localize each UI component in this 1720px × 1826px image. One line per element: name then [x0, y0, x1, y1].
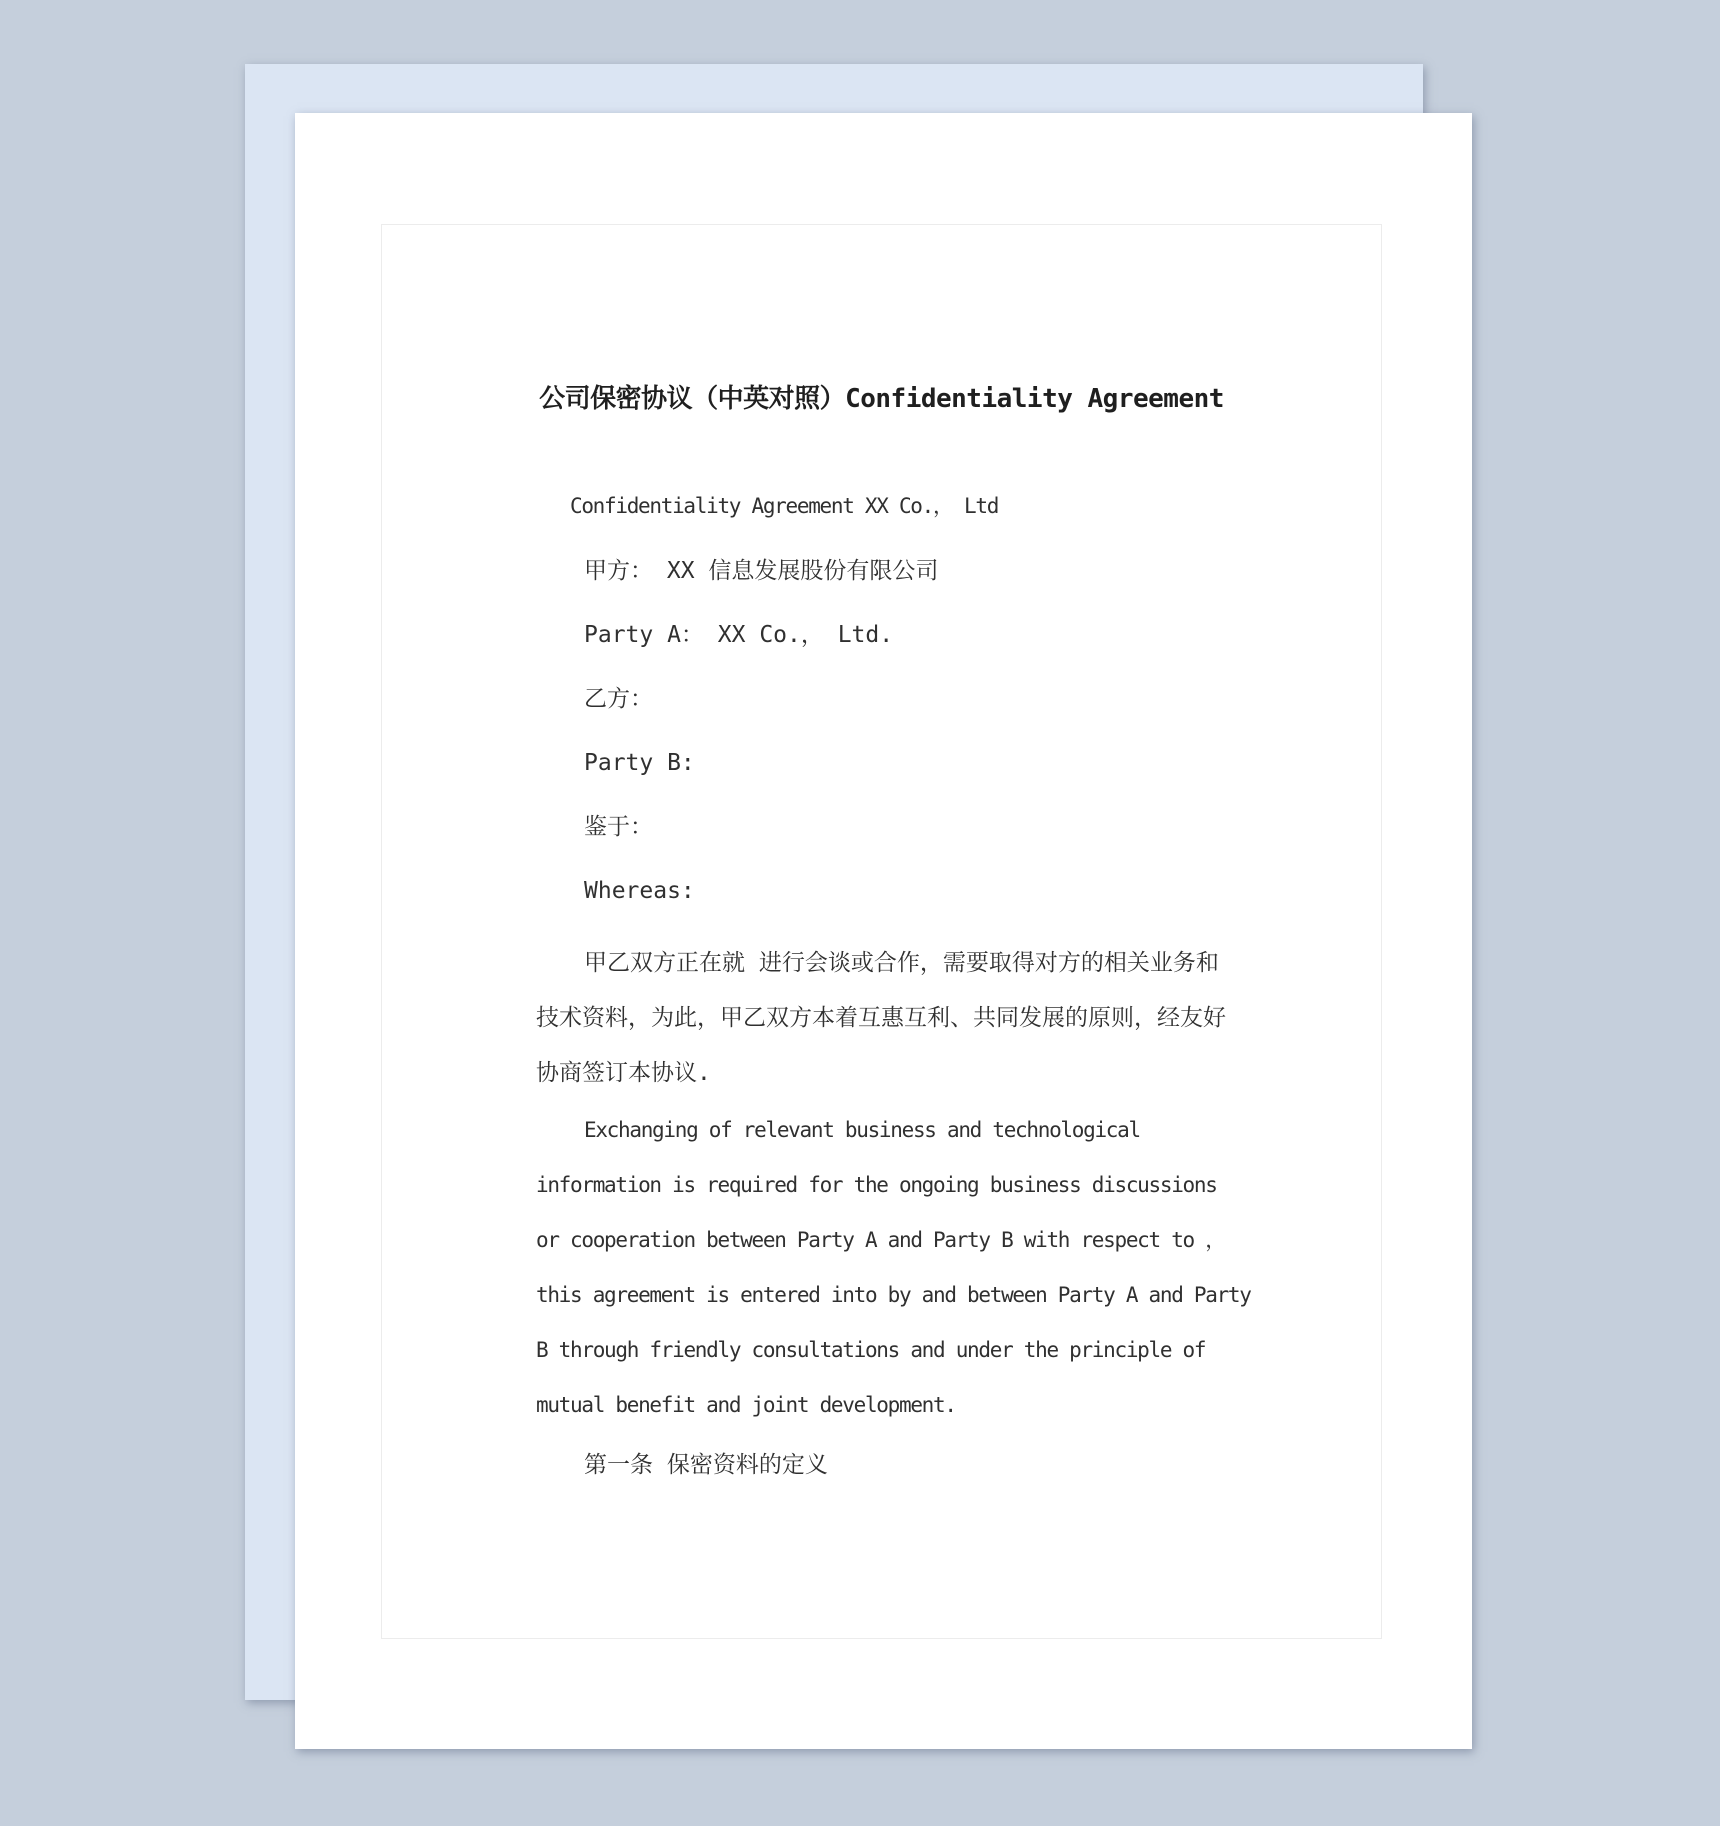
recital-en-line-1: Exchanging of relevant business and technological	[584, 1118, 1140, 1142]
recital-zh-line-3: 协商签订本协议.	[536, 1060, 711, 1086]
recital-zh-line-1: 甲乙双方正在就 进行会谈或合作，需要取得对方的相关业务和	[584, 950, 1219, 976]
recital-zh-line-2: 技术资料，为此，甲乙双方本着互惠互利、共同发展的原则，经友好	[536, 1005, 1226, 1031]
party-b-line-en: Party B:	[584, 750, 695, 776]
whereas-line-zh: 鉴于：	[584, 814, 653, 840]
party-a-line-zh: 甲方： XX 信息发展股份有限公司	[584, 558, 939, 584]
whereas-line-en: Whereas:	[584, 878, 695, 904]
party-a-line-en: Party A： XX Co.， Ltd.	[584, 622, 894, 648]
recital-en-line-4: this agreement is entered into by and between Party A and Party	[536, 1283, 1251, 1307]
recital-en-line-3: or cooperation between Party A and Party B with respect to ，	[536, 1228, 1225, 1252]
recital-en-line-2: information is required for the ongoing business discussions	[536, 1173, 1217, 1197]
front-paper-sheet	[295, 113, 1472, 1749]
party-b-line-zh: 乙方：	[584, 686, 653, 712]
section-1-heading: 第一条 保密资料的定义	[584, 1452, 828, 1478]
header-line: Confidentiality Agreement XX Co.， Ltd	[570, 494, 999, 518]
recital-en-line-5: B through friendly consultations and under the principle of	[536, 1338, 1206, 1362]
content-frame	[381, 224, 1382, 1639]
recital-en-line-6: mutual benefit and joint development.	[536, 1393, 956, 1417]
page-title: 公司保密协议（中英对照）Confidentiality Agreement	[539, 384, 1224, 414]
